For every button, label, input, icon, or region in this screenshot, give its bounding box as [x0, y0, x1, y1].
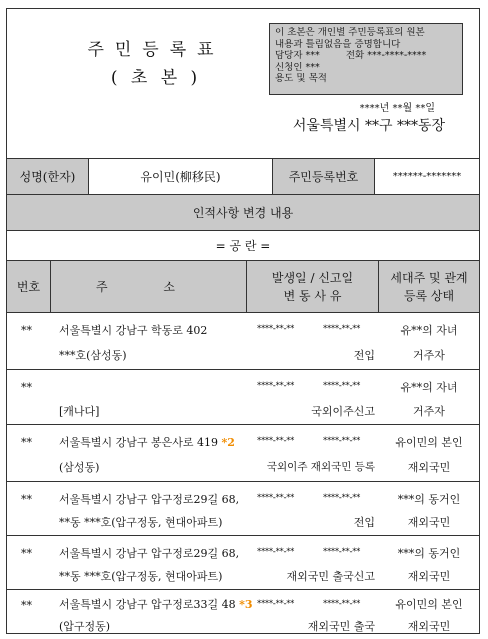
col-header-no: 번호	[7, 261, 51, 312]
record-occur-date: ****-**-**	[257, 493, 295, 503]
document-subtitle: ( 초 본 )	[110, 68, 202, 88]
col-header-status-line1: 세대주 및 관계	[390, 270, 468, 285]
certification-box	[269, 23, 463, 95]
record-occur-date: ****-**-**	[257, 324, 295, 334]
issue-office: 서울특별시 **구 ***동장	[292, 118, 445, 134]
record-status: 재외국민	[407, 461, 451, 474]
section-title: 인적사항 변경 내용	[192, 206, 294, 220]
personal-info-row	[7, 159, 479, 195]
empty-note: = 공 란 =	[215, 239, 271, 253]
record-status: 재외국민	[407, 570, 451, 583]
record-address-1	[59, 434, 235, 450]
record-address-2: ***호(삼성동)	[59, 349, 127, 362]
table-row	[7, 482, 479, 536]
col-header-dates	[247, 261, 379, 312]
record-reason: 전입	[353, 516, 375, 529]
record-no: **	[21, 381, 32, 394]
record-address-1-text: 서울특별시 강남구 봉은사로 419	[59, 436, 218, 449]
col-header-address: 주 소	[51, 261, 247, 312]
record-relation: 유이민의 본인	[395, 598, 463, 611]
record-relation: ***의 동거인	[397, 493, 461, 506]
record-report-date: ****-**-**	[323, 547, 361, 557]
cert-phone-label: 전화	[345, 50, 365, 61]
col-header-dates-line2: 변 동 사 유	[283, 288, 342, 303]
record-no: **	[21, 547, 32, 560]
record-address-2: (압구정동)	[59, 620, 111, 633]
record-occur-date: ****-**-**	[257, 436, 295, 446]
record-address-1: 서울특별시 강남구 압구정로29길 68,	[59, 493, 240, 506]
record-reason: 재외국민 출국	[307, 620, 375, 633]
record-occur-date: ****-**-**	[257, 381, 295, 391]
record-report-date: ****-**-**	[323, 436, 361, 446]
table-row	[7, 425, 479, 482]
note-mark: *2	[221, 436, 235, 449]
document-title: 주민등록표	[87, 40, 225, 60]
record-occur-date: ****-**-**	[257, 599, 295, 609]
rrn-label: 주민등록번호	[273, 159, 375, 194]
record-status: 거주자	[413, 405, 445, 418]
record-report-date: ****-**-**	[323, 324, 361, 334]
rrn-value: ******-*******	[392, 171, 462, 182]
record-no: **	[21, 436, 32, 449]
issue-date: ****년 **월 **일	[359, 103, 435, 114]
note-mark: *3	[239, 598, 253, 611]
name-label: 성명(한자)	[7, 159, 89, 194]
cert-line-2: 내용과 틀림없음을 증명합니다	[275, 38, 401, 50]
cert-line-5: 용도 및 목적	[275, 73, 327, 84]
cert-officer: 담당자 ***	[275, 50, 320, 61]
record-report-date: ****-**-**	[323, 493, 361, 503]
record-status: 재외국민	[407, 516, 451, 529]
record-status: 거주자	[413, 349, 445, 362]
record-address-2: [캐나다]	[59, 405, 100, 418]
record-relation: ***의 동거인	[397, 547, 461, 560]
record-address-1: 서울특별시 강남구 학동로 402	[59, 324, 208, 337]
record-reason: 전입	[353, 349, 375, 362]
record-address-1: 서울특별시 강남구 압구정로29길 68,	[59, 547, 240, 560]
section-title-row	[7, 195, 479, 231]
record-report-date: ****-**-**	[323, 599, 361, 609]
record-relation: 유**의 자녀	[400, 324, 458, 337]
record-reason: 국외이주신고	[311, 405, 375, 418]
record-occur-date: ****-**-**	[257, 547, 295, 557]
record-address-2: **동 ***호(압구정동, 현대아파트)	[59, 570, 223, 583]
table-row	[7, 536, 479, 590]
table-header-row	[7, 261, 479, 313]
table-row	[7, 370, 479, 425]
document-header	[7, 9, 479, 159]
record-address-1-text: 서울특별시 강남구 압구정로33길 48	[59, 598, 236, 611]
cert-line-3	[275, 50, 457, 62]
record-address-2: **동 ***호(압구정동, 현대아파트)	[59, 516, 223, 529]
col-header-status-line2: 등록 상태	[403, 288, 455, 303]
name-value: 유이민(柳移民)	[89, 159, 273, 194]
record-reason: 국외이주 재외국민 등록	[266, 461, 375, 473]
record-address-1	[59, 596, 253, 612]
cert-phone: ***-****-****	[367, 50, 427, 61]
record-address-2: (삼성동)	[59, 461, 100, 474]
col-header-status	[379, 261, 479, 312]
col-header-dates-line1: 발생일 / 신고일	[271, 270, 354, 285]
record-no: **	[21, 599, 32, 612]
record-status: 재외국민	[407, 620, 451, 633]
cert-line-4: 신청인 ***	[275, 61, 320, 73]
record-no: **	[21, 493, 32, 506]
table-row	[7, 313, 479, 370]
record-relation: 유**의 자녀	[400, 381, 458, 394]
record-relation: 유이민의 본인	[395, 436, 463, 449]
empty-note-row	[7, 231, 479, 261]
table-row	[7, 590, 479, 634]
cert-line-1: 이 초본은 개인별 주민등록표의 원본	[275, 27, 425, 38]
record-reason: 재외국민 출국신고	[286, 570, 375, 583]
record-no: **	[21, 324, 32, 337]
record-report-date: ****-**-**	[323, 381, 361, 391]
resident-register-abstract	[6, 8, 480, 634]
